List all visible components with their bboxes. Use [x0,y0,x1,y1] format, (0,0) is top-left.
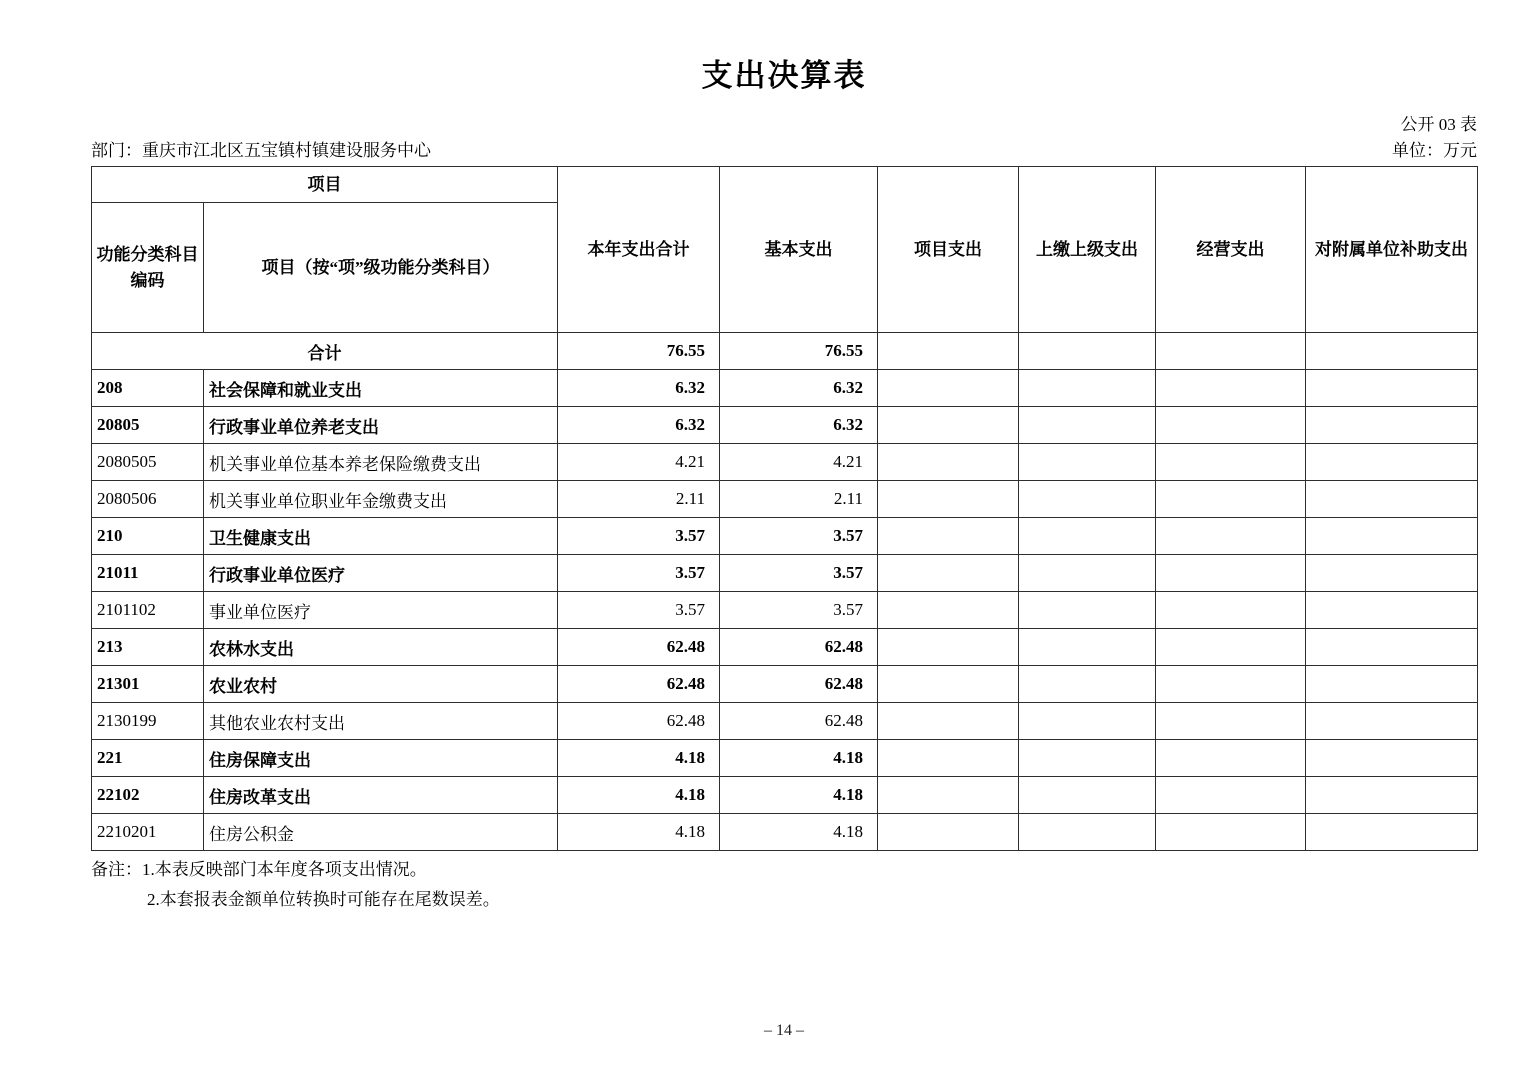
cell-basic: 62.48 [720,703,878,740]
cell-item: 卫生健康支出 [204,518,558,555]
cell-subsidy [1306,629,1478,666]
cell-basic: 4.18 [720,740,878,777]
table-row [92,703,1478,740]
cell-subsidy [1306,370,1478,407]
cell-project [878,333,1019,370]
column-header: 经营支出 [1156,167,1306,333]
table-row [92,814,1478,851]
column-header: 对附属单位补助支出 [1306,167,1478,333]
cell-basic: 6.32 [720,407,878,444]
table-row [92,629,1478,666]
column-header: 基本支出 [720,167,878,333]
cell-upper-level [1019,444,1156,481]
cell-subsidy [1306,333,1478,370]
cell-upper-level [1019,481,1156,518]
cell-total: 4.18 [558,814,720,851]
cell-operating [1156,370,1306,407]
cell-subsidy [1306,481,1478,518]
table-row [92,666,1478,703]
cell-basic: 4.18 [720,814,878,851]
cell-item: 农业农村 [204,666,558,703]
cell-operating [1156,407,1306,444]
page-title: 支出决算表 [701,58,867,93]
cell-upper-level [1019,703,1156,740]
cell-code: 21301 [92,666,204,703]
expenditure-table [91,166,1478,851]
cell-upper-level [1019,814,1156,851]
table-row [92,370,1478,407]
cell-total: 3.57 [558,592,720,629]
cell-total: 2.11 [558,481,720,518]
note-line: 备注：1.本表反映部门本年度各项支出情况。 [91,860,427,879]
cell-item: 住房公积金 [204,814,558,851]
cell-code: 21011 [92,555,204,592]
cell-project [878,555,1019,592]
cell-total: 62.48 [558,666,720,703]
cell-upper-level [1019,333,1156,370]
cell-code: 2080506 [92,481,204,518]
cell-project [878,703,1019,740]
cell-code: 213 [92,629,204,666]
cell-operating [1156,555,1306,592]
table-row [92,777,1478,814]
cell-project [878,777,1019,814]
cell-basic: 4.18 [720,777,878,814]
column-header: 本年支出合计 [558,167,720,333]
cell-upper-level [1019,740,1156,777]
cell-item: 社会保障和就业支出 [204,370,558,407]
page-number: – 14 – [764,1022,804,1039]
cell-basic: 3.57 [720,518,878,555]
cell-project [878,629,1019,666]
cell-project [878,444,1019,481]
cell-item: 行政事业单位医疗 [204,555,558,592]
cell-total: 3.57 [558,555,720,592]
cell-item: 农林水支出 [204,629,558,666]
cell-item: 机关事业单位基本养老保险缴费支出 [204,444,558,481]
cell-basic: 2.11 [720,481,878,518]
header-code-column: 功能分类科目编码 [92,203,204,333]
cell-item: 住房保障支出 [204,740,558,777]
cell-basic: 62.48 [720,666,878,703]
cell-operating [1156,703,1306,740]
cell-operating [1156,740,1306,777]
cell-subsidy [1306,703,1478,740]
cell-code: 210 [92,518,204,555]
cell-basic: 76.55 [720,333,878,370]
cell-code: 2101102 [92,592,204,629]
cell-operating [1156,777,1306,814]
table-row [92,407,1478,444]
cell-upper-level [1019,592,1156,629]
cell-project [878,666,1019,703]
cell-operating [1156,629,1306,666]
table-row [92,555,1478,592]
cell-subsidy [1306,444,1478,481]
cell-total: 62.48 [558,629,720,666]
cell-basic: 3.57 [720,592,878,629]
cell-code: 208 [92,370,204,407]
column-header: 项目支出 [878,167,1019,333]
cell-basic: 6.32 [720,370,878,407]
cell-subsidy [1306,814,1478,851]
cell-project [878,740,1019,777]
cell-item: 其他农业农村支出 [204,703,558,740]
cell-basic: 4.21 [720,444,878,481]
cell-subsidy [1306,518,1478,555]
cell-total: 4.21 [558,444,720,481]
header-group-row [92,167,1478,203]
cell-item: 住房改革支出 [204,777,558,814]
note-line: 2.本套报表金额单位转换时可能存在尾数误差。 [147,890,500,909]
doc-code-label: 公开 03 表 [1400,115,1477,134]
cell-project [878,407,1019,444]
cell-subsidy [1306,407,1478,444]
table-row [92,518,1478,555]
header-item-column: 项目（按“项”级功能分类科目） [204,203,558,333]
cell-operating [1156,592,1306,629]
cell-operating [1156,814,1306,851]
cell-upper-level [1019,518,1156,555]
cell-subsidy [1306,555,1478,592]
cell-subsidy [1306,666,1478,703]
cell-total: 4.18 [558,740,720,777]
cell-code: 2210201 [92,814,204,851]
cell-project [878,814,1019,851]
table-row [92,333,1478,370]
cell-basic: 3.57 [720,555,878,592]
cell-upper-level [1019,777,1156,814]
cell-operating [1156,666,1306,703]
cell-project [878,481,1019,518]
cell-total: 6.32 [558,370,720,407]
cell-subsidy [1306,740,1478,777]
cell-project [878,370,1019,407]
department-label: 部门：重庆市江北区五宝镇村镇建设服务中心 [91,141,431,160]
cell-upper-level [1019,666,1156,703]
table-row [92,481,1478,518]
cell-basic: 62.48 [720,629,878,666]
cell-item: 行政事业单位养老支出 [204,407,558,444]
cell-code: 2080505 [92,444,204,481]
table-row [92,592,1478,629]
cell-upper-level [1019,407,1156,444]
cell-project [878,592,1019,629]
cell-code: 20805 [92,407,204,444]
cell-code: 2130199 [92,703,204,740]
cell-item: 合计 [92,333,558,370]
cell-operating [1156,518,1306,555]
meta-row [91,140,1477,162]
table-body [92,333,1478,851]
cell-total: 76.55 [558,333,720,370]
table-row [92,444,1478,481]
cell-upper-level [1019,555,1156,592]
cell-operating [1156,444,1306,481]
header-group-item: 项目 [92,167,558,203]
column-header: 上缴上级支出 [1019,167,1156,333]
cell-code: 221 [92,740,204,777]
cell-code: 22102 [92,777,204,814]
cell-total: 62.48 [558,703,720,740]
cell-total: 3.57 [558,518,720,555]
cell-operating [1156,333,1306,370]
cell-item: 事业单位医疗 [204,592,558,629]
cell-item: 机关事业单位职业年金缴费支出 [204,481,558,518]
cell-subsidy [1306,777,1478,814]
cell-upper-level [1019,629,1156,666]
cell-total: 6.32 [558,407,720,444]
unit-label: 单位：万元 [1392,141,1477,160]
table-header [92,167,1478,333]
cell-project [878,518,1019,555]
notes-block [91,855,1477,915]
cell-total: 4.18 [558,777,720,814]
cell-operating [1156,481,1306,518]
table-row [92,740,1478,777]
cell-subsidy [1306,592,1478,629]
cell-upper-level [1019,370,1156,407]
